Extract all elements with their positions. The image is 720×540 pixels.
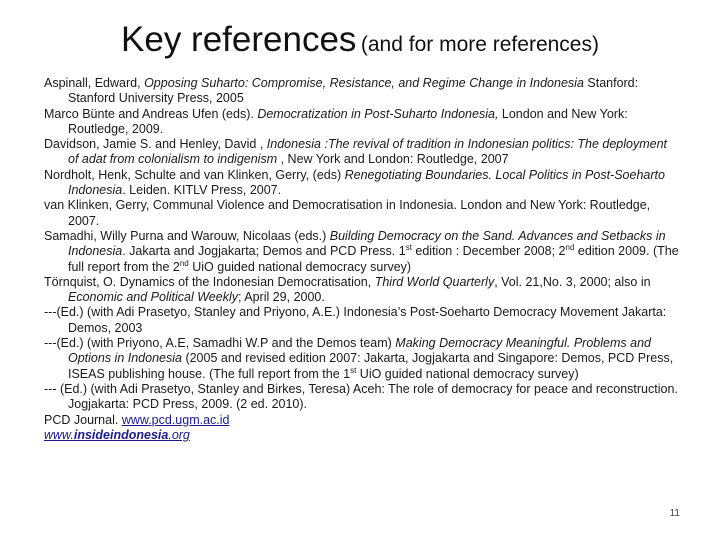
reference-list (44, 76, 680, 443)
title-subtitle: (and for more references) (360, 33, 599, 56)
slide-title (0, 20, 720, 60)
pcd-journal-link[interactable]: www.pcd.ugm.ac.id (121, 412, 230, 427)
reference-tornquist-aceh: --- (Ed.) (with Adi Prasetyo, Stanley and Birkes, Teresa) Aceh: The role of democracy for peace and reconstruction. Jogjakarta: PCD Press, 2009. (2 ed. 2010). (44, 381, 678, 412)
reference-pcd-journal: PCD Journal. www.pcd.ugm.ac.id (44, 412, 230, 427)
reference-nordholt: Nordholt, Henk, Schulte and van Klinken, Gerry, (eds) Renegotiating Boundaries. Local Politics in Post-Soeharto Indonesia. Leiden. KITLV Press, 2007. (44, 167, 665, 198)
reference-inside-indonesia (44, 428, 680, 443)
reference-bunte-ufen: Marco Bünte and Andreas Ufen (eds). Democratization in Post-Suharto Indonesia, London and New York: Routledge, 2009. (44, 106, 628, 136)
reference-tornquist-2005: ---(Ed.) (with Priyono, A.E, Samadhi W.P and the Demos team) Making Democracy Meaningful. Problems and Options in Indonesia (2005 and revised edition 2007: Jakarta, Jogjakarta and Singapore: Demos, PCD Press, ISEAS publishing house. (The full report from the 1st UiO guided national democracy survey) (44, 336, 674, 381)
reference-tornquist-2003: ---(Ed.) (with Adi Prasetyo, Stanley and Priyono, A.E.) Indonesia’s Post-Soeharto Democracy Movement Jakarta: Demos, 2003 (44, 305, 667, 335)
reference-van-klinken: van Klinken, Gerry, Communal Violence and Democratisation in Indonesia. London and New York: Routledge, 2007. (44, 198, 651, 228)
inside-indonesia-link[interactable]: www.insideindonesia.org (44, 427, 190, 442)
reference-davidson-henley: Davidson, Jamie S. and Henley, David , Indonesia :The revival of tradition in Indonesian politics: The deployment of adat from colonialism to indigenism , New York and London: Routledge, 2007 (44, 137, 668, 167)
reference-samadhi-warouw: Samadhi, Willy Purna and Warouw, Nicolaas (eds.) Building Democracy on the Sand. Advances and Setbacks in Indonesia. Jakarta and Jogjakarta; Demos and PCD Press. 1st edition : December 2008; 2nd edition 2009. (The full report from the 2nd UiO guided national democracy survey) (44, 228, 679, 274)
reference-tornquist-2000: Törnquist, O. Dynamics of the Indonesian Democratisation, Third World Quarterly, Vol. 21,No. 3, 2000; also in Economic and Political Weekly; April 29, 2000. (44, 274, 651, 305)
reference-aspinall: Aspinall, Edward, Opposing Suharto: Compromise, Resistance, and Regime Change in Indonesia Stanford: Stanford University Press, 2005 (44, 76, 639, 106)
title-main: Key references (121, 20, 357, 59)
page-number: 11 (669, 508, 680, 519)
